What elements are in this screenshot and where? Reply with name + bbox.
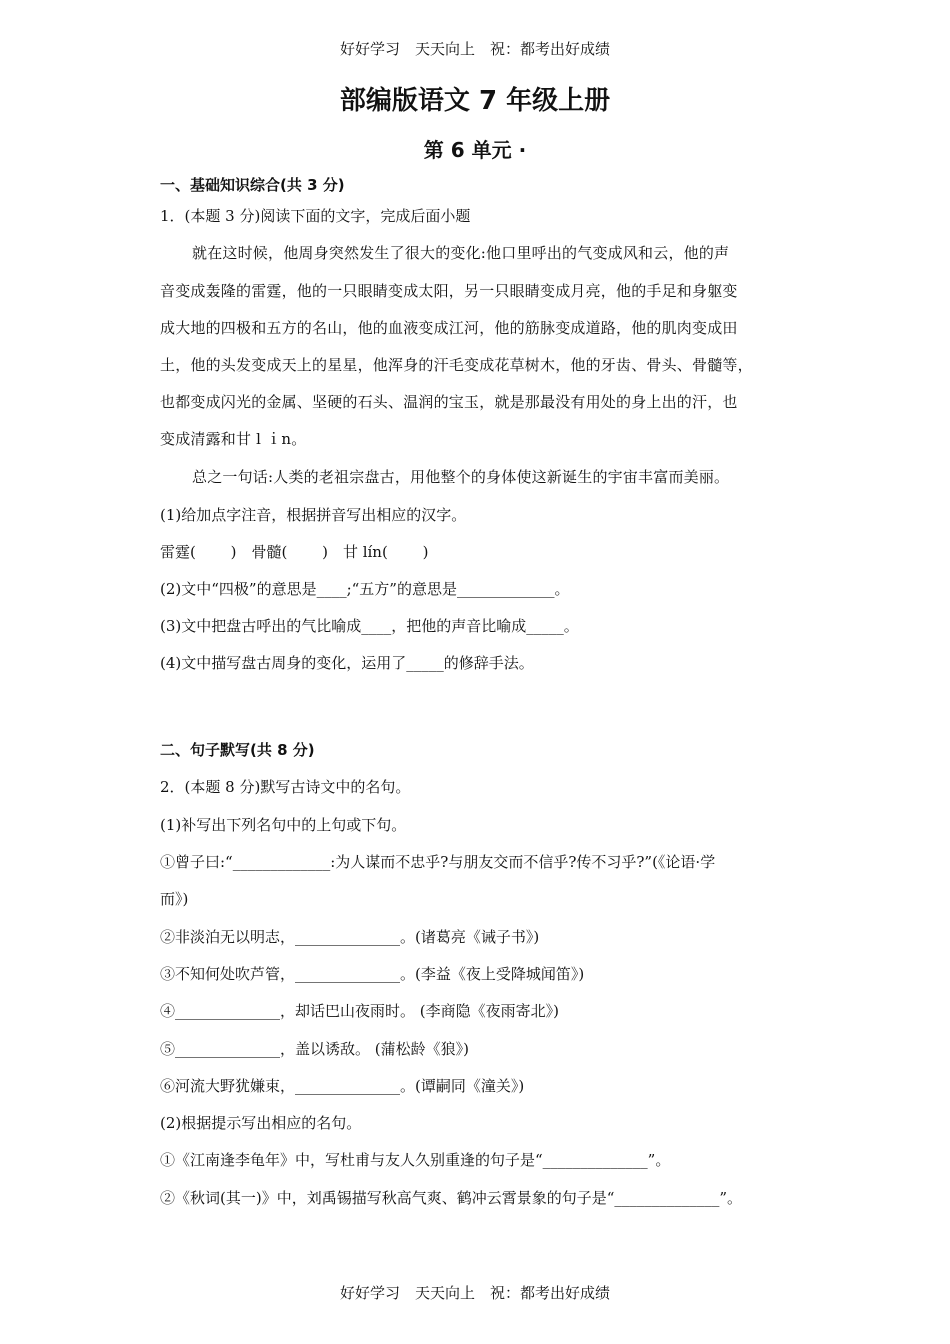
passage-line: 总之一句话:人类的老祖宗盘古，用他整个的身体使这新诞生的宇宙丰富而美丽。 xyxy=(192,468,730,486)
subquestion: (3)文中把盘古呼出的气比喻成____，把他的声音比喻成_____。 xyxy=(160,617,579,635)
part2-label: (2)根据提示写出相应的名句。 xyxy=(160,1114,362,1132)
passage-line: 土，他的头发变成天上的星星，他浑身的汗毛变成花草树木，他的牙齿、骨头、骨髓等， xyxy=(160,356,753,374)
section1-heading: 一、基础知识综合(共 3 分) xyxy=(160,176,345,194)
subquestion: (2)文中“四极”的意思是____;“五方”的意思是_____________。 xyxy=(160,580,570,598)
page-header: 好好学习 天天向上 祝：都考出好成绩 xyxy=(339,40,610,58)
recitation-item: ③不知何处吹芦管，______________。(李益《夜上受降城闻笛》) xyxy=(160,965,585,983)
recitation-item: 而》) xyxy=(160,890,189,908)
subquestion: (4)文中描写盘古周身的变化，运用了_____的修辞手法。 xyxy=(160,654,534,672)
question1-stem: 1．(本题 3 分)阅读下面的文字，完成后面小题 xyxy=(160,207,471,225)
document-title: 部编版语文 7 年级上册 xyxy=(339,86,611,116)
recitation-item: ⑤______________，盖以诱敌。 (蒲松龄《狼》) xyxy=(160,1040,469,1058)
recitation-item: ①《江南逢李龟年》中，写杜甫与友人久别重逢的句子是“______________”。 xyxy=(160,1151,671,1169)
part1-label: (1)补写出下列名句中的上句或下句。 xyxy=(160,816,407,834)
passage-line: 也都变成闪光的金属、坚硬的石头、温润的宝玉，就是那最没有用处的身上出的汗，也 xyxy=(160,393,738,411)
recitation-item: ②《秋词(其一)》中，刘禹锡描写秋高气爽、鹤冲云霄景象的句子是“______________”。 xyxy=(160,1189,743,1207)
passage-line: 变成清露和甘 l ｉn。 xyxy=(160,430,307,448)
subquestion: (1)给加点字注音，根据拼音写出相应的汉字。 xyxy=(160,506,467,524)
recitation-item: ⑥河流大野犹嫌束，______________。(谭嗣同《潼关》) xyxy=(160,1077,525,1095)
page-footer: 好好学习 天天向上 祝：都考出好成绩 xyxy=(339,1284,610,1302)
recitation-item: ④______________，却话巴山夜雨时。 (李商隐《夜雨寄北》) xyxy=(160,1002,559,1020)
recitation-item: ②非淡泊无以明志，______________。(诸葛亮《诫子书》) xyxy=(160,928,540,946)
passage-line: 就在这时候，他周身突然发生了很大的变化:他口里呼出的气变成风和云，他的声 xyxy=(192,244,730,262)
passage-line: 音变成轰隆的雷霆，他的一只眼睛变成太阳，另一只眼睛变成月亮，他的手足和身躯变 xyxy=(160,282,738,300)
recitation-item: ①曾子曰:“_____________:为人谋而不忠乎?与朋友交而不信乎?传不习乎?”(《论语·学 xyxy=(160,853,716,871)
passage-line: 成大地的四极和五方的名山，他的血液变成江河，他的筋脉变成道路，他的肌肉变成田 xyxy=(160,319,738,337)
subquestion: 雷霆( ) 骨髓( ) 甘 lín( ) xyxy=(160,543,429,561)
unit-title: 第 6 单元 · xyxy=(423,138,527,162)
section2-heading: 二、句子默写(共 8 分) xyxy=(160,741,315,759)
question2-stem: 2．(本题 8 分)默写古诗文中的名句。 xyxy=(160,778,411,796)
